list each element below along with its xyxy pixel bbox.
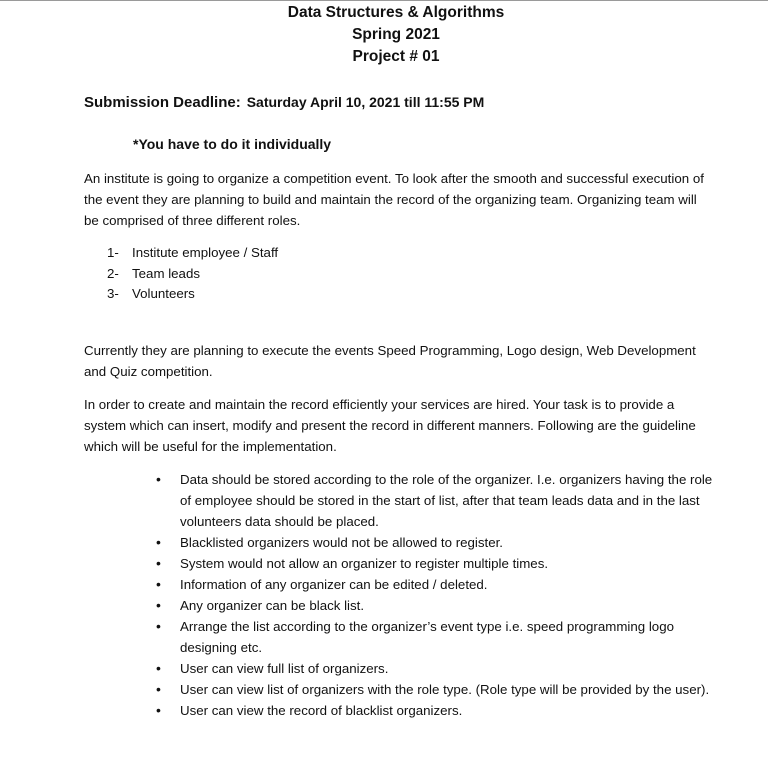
individual-note: *You have to do it individually: [133, 136, 332, 152]
role-text: Team leads: [132, 265, 200, 281]
list-item: [156, 469, 716, 532]
document-header: [0, 2, 768, 68]
guideline-text: User can view list of organizers with the role type. (Role type will be provided by the user).: [180, 682, 710, 697]
list-number: 2-: [107, 265, 119, 281]
list-item: [156, 658, 716, 679]
list-item: [107, 243, 278, 264]
bullet-icon: •: [156, 576, 161, 592]
guideline-text: Blacklisted organizers would not be allowed to register.: [180, 535, 503, 550]
list-item: [156, 532, 716, 553]
bullet-icon: •: [156, 555, 161, 571]
deadline-label: Submission Deadline:: [84, 94, 241, 111]
roles-list: [107, 243, 278, 305]
guideline-text: Arrange the list according to the organizer’s event type i.e. speed programming logo designing etc.: [180, 619, 674, 655]
deadline-date: Saturday April 10, 2021 till 11:55 PM: [246, 94, 485, 110]
course-title: Data Structures & Algorithms: [287, 4, 505, 21]
guideline-text: System would not allow an organizer to register multiple times.: [180, 556, 549, 571]
role-text: Institute employee / Staff: [132, 245, 279, 260]
list-item: [156, 595, 716, 616]
list-item: [156, 700, 716, 721]
list-number: 3-: [107, 286, 119, 301]
task-paragraph: In order to create and maintain the record efficiently your services are hired. Your task is to provide a system which can insert, modify and present the record in different manners. Following are the guideline which will be useful for the implementation.: [84, 397, 696, 454]
list-number: 1-: [107, 245, 119, 260]
guideline-text: User can view full list of organizers.: [180, 661, 389, 676]
events-paragraph: Currently they are planning to execute the events Speed Programming, Logo design, Web Development and Quiz competition.: [84, 343, 696, 379]
bullet-icon: •: [156, 660, 161, 676]
list-item: [156, 574, 716, 595]
term-title: Spring 2021: [352, 26, 440, 43]
list-item: [107, 284, 278, 305]
project-title: Project # 01: [352, 48, 440, 65]
bullet-icon: •: [156, 681, 161, 697]
bullet-icon: •: [156, 597, 161, 613]
bullet-icon: •: [156, 471, 161, 487]
list-item: [156, 679, 716, 700]
list-item: [156, 553, 716, 574]
bullet-icon: •: [156, 534, 161, 550]
list-item: [107, 264, 278, 285]
bullet-icon: •: [156, 702, 161, 718]
guideline-text: Information of any organizer can be edited / deleted.: [180, 577, 488, 592]
guideline-text: Data should be stored according to the role of the organizer. I.e. organizers having the role of employee should be stored in the start of list, after that team leads data and in the last volunteers data should be placed.: [180, 472, 713, 529]
guideline-text: Any organizer can be black list.: [180, 598, 365, 613]
role-text: Volunteers: [132, 286, 195, 301]
bullet-icon: •: [156, 618, 161, 634]
guidelines-list: [156, 469, 716, 721]
list-item: [156, 616, 716, 658]
intro-paragraph: An institute is going to organize a competition event. To look after the smooth and successful execution of the event they are planning to build and maintain the record of the organizing team. Organizing team will be comprised of three different roles.: [84, 171, 704, 228]
submission-deadline: [84, 92, 484, 113]
guideline-text: User can view the record of blacklist organizers.: [180, 703, 463, 718]
